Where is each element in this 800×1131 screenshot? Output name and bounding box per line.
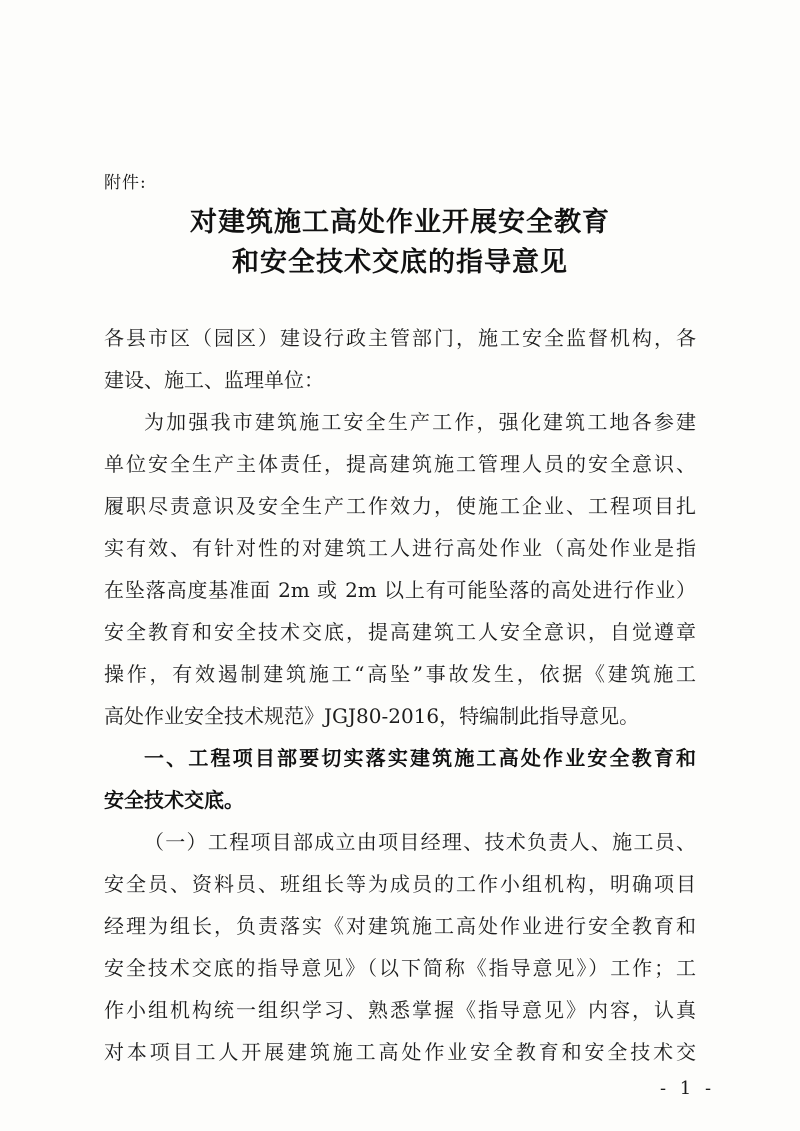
body-line: （一）工程项目部成立由项目经理、技术负责人、施工员、	[144, 830, 696, 854]
body-line: 各县市区（园区）建设行政主管部门，施工安全监督机构，各	[104, 326, 696, 350]
body-line: 安全技术交底的指导意见》（以下简称《指导意见》）工作；工	[104, 956, 696, 980]
document-title-line-1: 对建筑施工高处作业开展安全教育	[190, 207, 610, 238]
body-line: 单位安全生产主体责任，提高建筑施工管理人员的安全意识、	[104, 452, 696, 476]
body-line: 作小组机构统一组织学习、熟悉掌握《指导意见》内容，认真	[104, 998, 696, 1022]
body-line: 实有效、有针对性的对建筑工人进行高处作业（高处作业是指	[104, 536, 696, 560]
section-heading: 一、工程项目部要切实落实建筑施工高处作业安全教育和	[144, 746, 696, 770]
body-line: 操作，有效遏制建筑施工“高坠”事故发生，依据《建筑施工	[104, 662, 696, 686]
body-line: 经理为组长，负责落实《对建筑施工高处作业进行安全教育和	[104, 914, 696, 938]
attachment-label: 附件:	[104, 173, 147, 193]
body-line: 履职尽责意识及安全生产工作效力，使施工企业、工程项目扎	[104, 494, 696, 518]
document-title-line-2: 和安全技术交底的指导意见	[232, 247, 568, 278]
body-line: 在坠落高度基准面 2m 或 2m 以上有可能坠落的高处进行作业）	[104, 578, 696, 602]
body-line: 安全员、资料员、班组长等为成员的工作小组机构，明确项目	[104, 872, 696, 896]
body-line: 建设、施工、监理单位：	[104, 368, 324, 392]
body-line: 高处作业安全技术规范》JGJ80-2016，特编制此指导意见。	[104, 704, 640, 728]
body-line: 安全教育和安全技术交底，提高建筑工人安全意识，自觉遵章	[104, 620, 696, 644]
body-line: 为加强我市建筑施工安全生产工作，强化建筑工地各参建	[144, 410, 696, 434]
body-line: 对本项目工人开展建筑施工高处作业安全教育和安全技术交	[104, 1040, 696, 1064]
page-number: - 1 -	[660, 1078, 716, 1099]
section-heading: 安全技术交底。	[104, 788, 244, 812]
